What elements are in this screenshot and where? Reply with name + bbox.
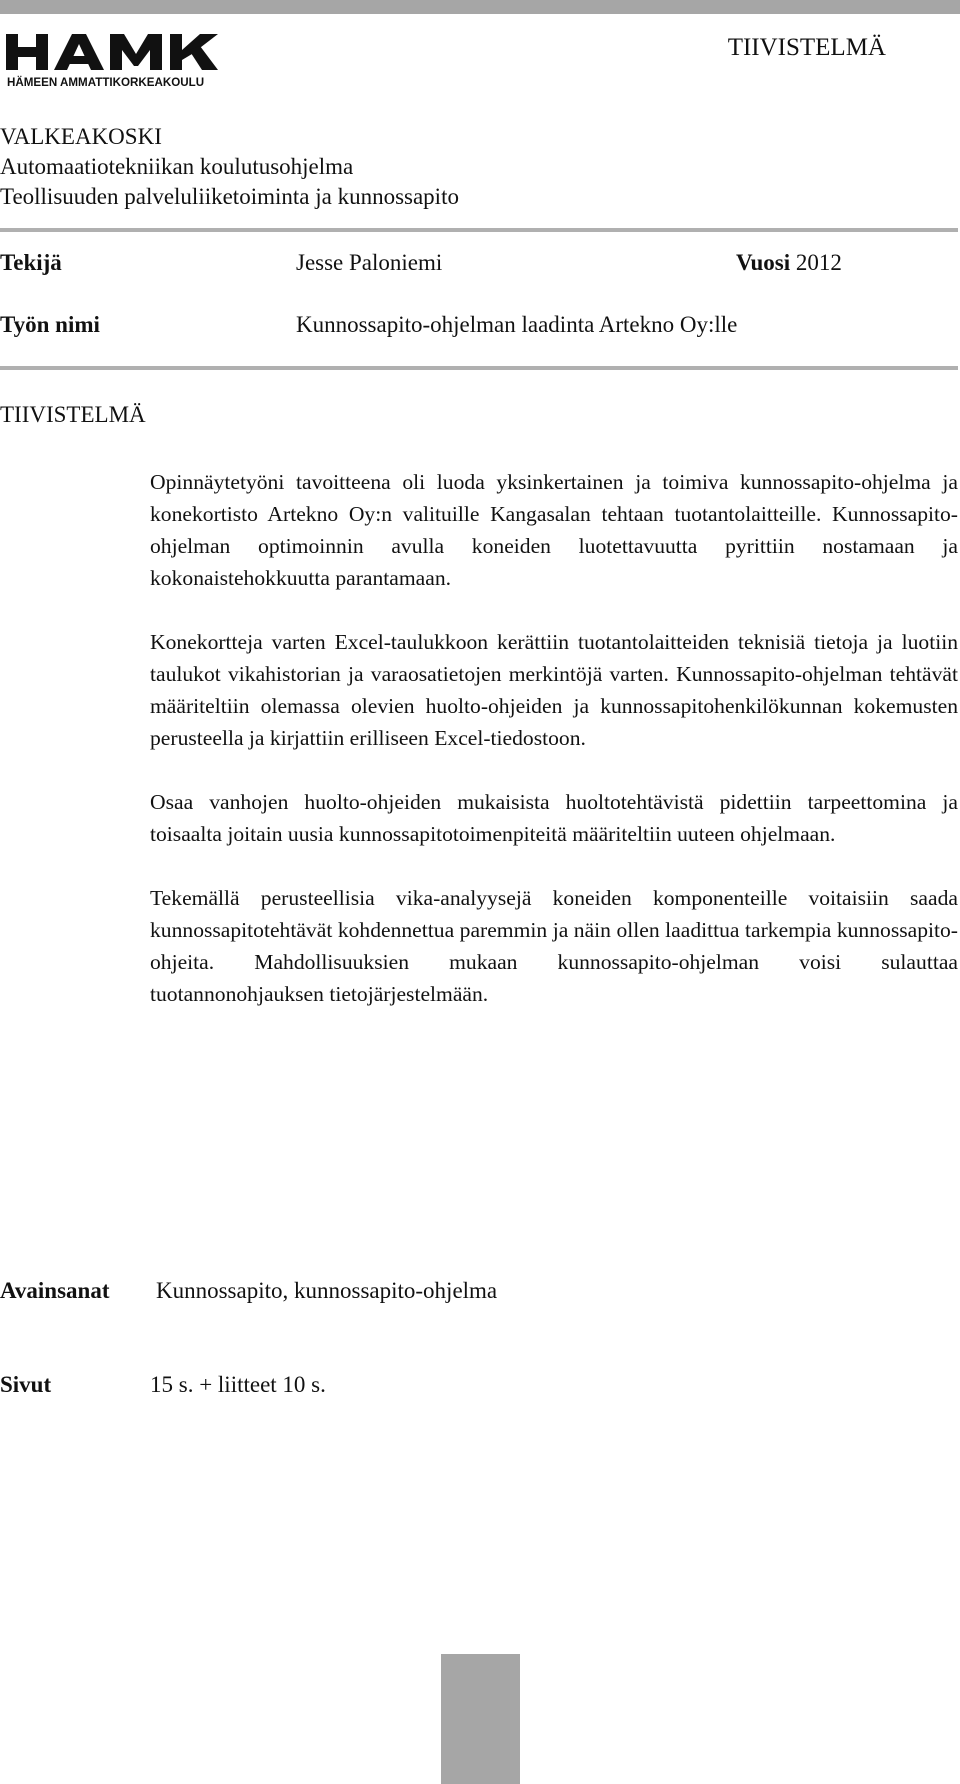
abstract-body [150,466,958,1042]
divider-middle [0,366,958,370]
year-field [736,250,842,276]
abstract-paragraph: Tekemällä perusteellisia vika-analyysejä koneiden komponenteille voitaisiin saada kunnossapitotehtävät kohdennettua paremmin ja näin ollen laadittua tarkempia kunnossapito-ohjeita. Mahdollisuuksien mukaan kunnossapito-ohjelman voisi sulauttaa tuotannonohjauksen tietojärjestelmään. [150,886,958,1006]
divider-top [0,228,958,232]
hamk-logo [6,34,242,92]
pages-label: Sivut [0,1372,52,1397]
document-type-header: TIIVISTELMÄ [727,34,886,61]
title-value: Kunnossapito-ohjelman laadinta Artekno Oy:lle [296,312,738,337]
degree-programme: Automaatiotekniikan koulutusohjelma [0,154,354,179]
abstract-heading: TIIVISTELMÄ [0,402,146,427]
logo-subtext: HÄMEEN AMMATTIKORKEAKOULU [7,76,205,89]
top-gray-bar [0,0,960,14]
year-label: Vuosi [736,250,791,275]
author-value: Jesse Paloniemi [296,250,443,275]
abstract-paragraph: Opinnäytetyöni tavoitteena oli luoda yksinkertainen ja toimiva kunnossapito-ohjelma ja konekortisto Artekno Oy:n valituille Kangasalan tehtaan tuotantolaitteille. Kunnossapito-ohjelman optimoinnin avulla koneiden luotettavuutta pyrittiin nostamaan ja kokonaistehokkuutta parantamaan. [150,470,958,590]
page-footer-block [441,1654,520,1784]
abstract-paragraph: Osaa vanhojen huolto-ohjeiden mukaisista huoltotehtävistä pidettiin tarpeettomina ja toisaalta joitain uusia kunnossapitotoimenpiteitä määriteltiin uuteen ohjelmaan. [150,790,958,846]
author-label: Tekijä [0,250,62,275]
title-label: Työn nimi [0,312,100,337]
campus: VALKEAKOSKI [0,124,162,149]
abstract-paragraph: Konekortteja varten Excel-taulukkoon kerättiin tuotantolaitteiden teknisiä tietoja ja luotiin taulukot vikahistorian ja varaosatietojen merkintöjä varten. Kunnossapito-ohjelman tehtävät määriteltiin olemassa olevien huolto-ohjeiden ja kunnossapitohenkilökunnan kokemusten perusteella ja kirjattiin erilliseen Excel-tiedostoon. [150,630,958,750]
pages-value: 15 s. + liitteet 10 s. [150,1372,326,1397]
year-value: 2012 [795,250,842,275]
keywords-value: Kunnossapito, kunnossapito-ohjelma [156,1278,498,1303]
keywords-label: Avainsanat [0,1278,110,1303]
specialisation: Teollisuuden palveluliiketoiminta ja kunnossapito [0,184,459,209]
